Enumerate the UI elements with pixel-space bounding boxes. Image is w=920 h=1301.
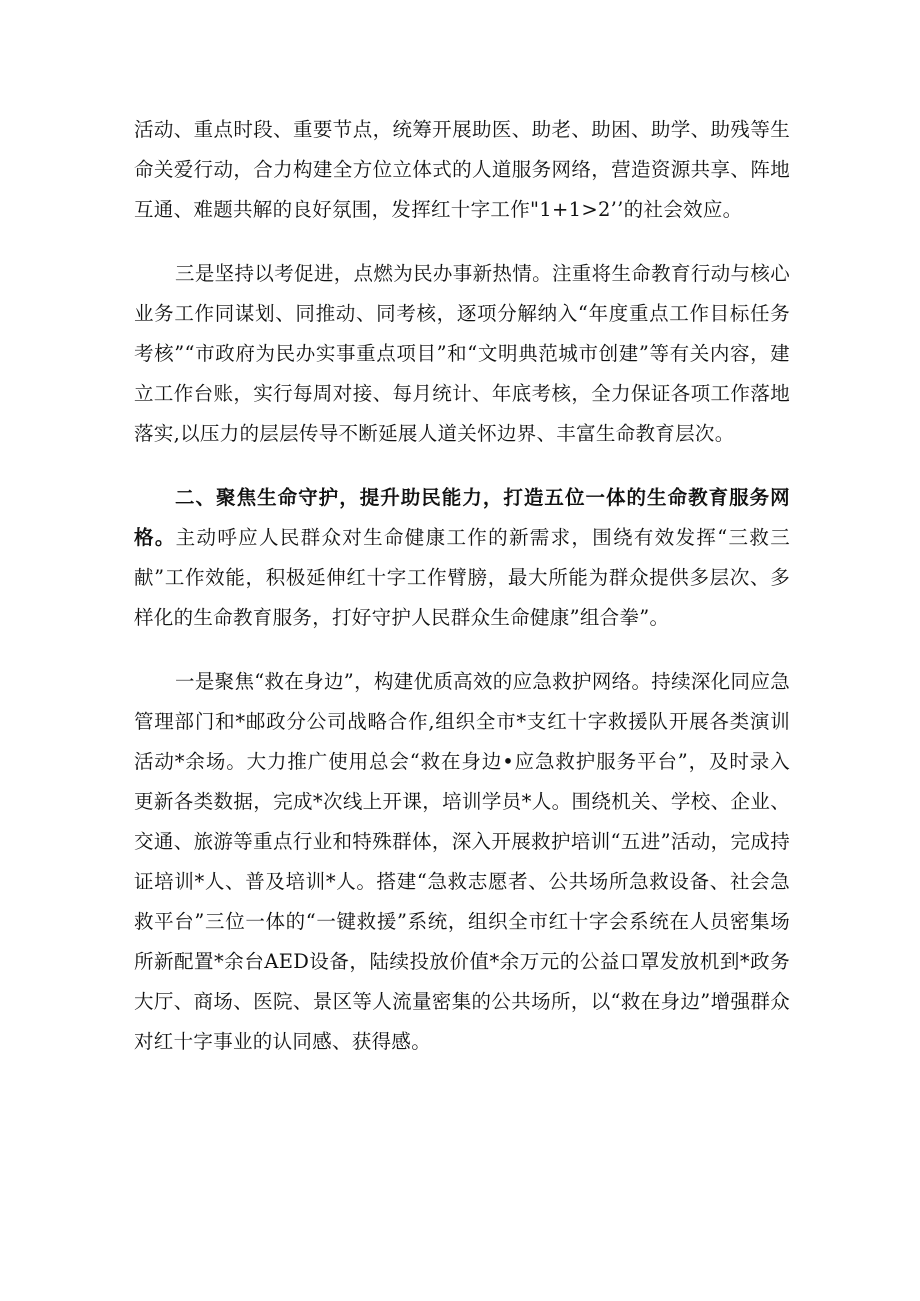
paragraph-section-two xyxy=(134,478,790,638)
document-body xyxy=(134,110,790,1062)
section-two-body: 主动呼应人民群众对生命健康工作的新需求，围绕有效发挥“三救三献”工作效能，积极延伸红十字工作臂膀，最大所能为群众提供多层次、多样化的生命教育服务，打好守护人民群众生命健康”组合拳”。 xyxy=(134,526,790,629)
paragraph-assessment: 三是坚持以考促进，点燃为民办事新热情。注重将生命教育行动与核心业务工作同谋划、同推动、同考核，逐项分解纳入“年度重点工作目标任务考核”“市政府为民办实事重点项目”和“文明典范城市创建”等有关内容，建立工作台账，实行每周对接、每月统计、年底考核，全力保证各项工作落地落实,以压力的层层传导不断延展人道关怀边界、丰富生命教育层次。 xyxy=(134,262,790,445)
section-two-heading: 二、聚焦生命守护，提升助民能力，打造五位一体的生命教育服务网格。 xyxy=(134,486,790,549)
paragraph-continuation: 活动、重点时段、重要节点，统筹开展助医、助老、助困、助学、助残等生命关爱行动，合力构建全方位立体式的人道服务网络，营造资源共享、阵地互通、难题共解的良好氛围，发挥红十字工作"1+1>2’’的社会效应。 xyxy=(134,118,790,221)
paragraph-first-aid: 一是聚焦“救在身边”，构建优质高效的应急救护网络。持续深化同应急管理部门和*邮政分公司战略合作,组织全市*支红十字救援队开展各类演训活动*余场。大力推广使用总会“救在身边•应急救护服务平台”，及时录入更新各类数据，完成*次线上开课，培训学员*人。围绕机关、学校、企业、交通、旅游等重点行业和特殊群体，深入开展救护培训“五进”活动，完成持证培训*人、普及培训*人。搭建“急救志愿者、公共场所急救设备、社会急救平台”三位一体的“一键救援”系统，组织全市红十字会系统在人员密集场所新配置*余台AED设备，陆续投放价值*余万元的公益口罩发放机到*政务大厅、商场、医院、景区等人流量密集的公共场所，以“救在身边”增强群众对红十字事业的认同感、获得感。 xyxy=(134,670,790,1053)
